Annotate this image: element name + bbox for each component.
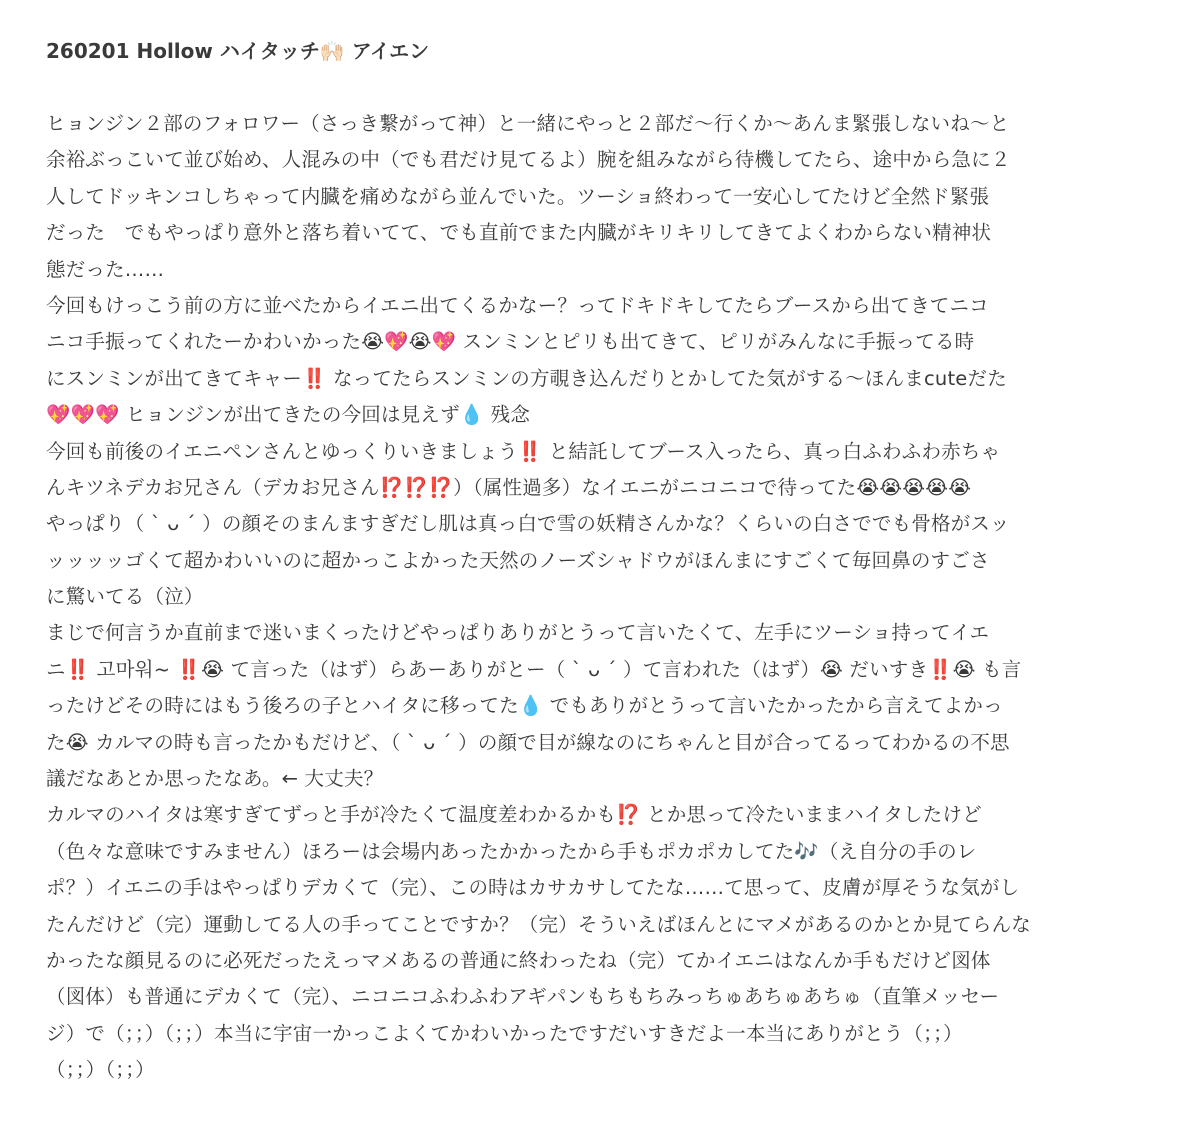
body-line: 態だった…… xyxy=(46,257,165,281)
body-line: ポ？）イエニの手はやっぱりデカくて（完）、この時はカサカサしてたな……て思って、皮膚が厚そうな気がし xyxy=(46,876,1020,900)
body-line: に驚いてる（泣） xyxy=(46,585,204,609)
document-body xyxy=(46,106,1156,1089)
body-line: ヒョンジン２部のフォロワー（さっき繋がって神）と一緒にやっと２部だ〜行くか〜あんま緊張しないね〜と xyxy=(46,112,1010,135)
body-line: ニコ手振ってくれたーかわいかった😭💖😭💖 スンミンとピリも出てきて、ピリがみんなに手振ってる時 xyxy=(46,330,975,354)
body-line: 人してドッキンコしちゃって内臓を痛めながら並んでいた。ツーショ終わって一安心してたけど全然ド緊張 xyxy=(46,184,990,208)
body-line: かったな顔見るのに必死だったえっマメあるの普通に終わったね（完）てかイエニはなんか手もだけど図体 xyxy=(46,948,991,972)
body-line: ニ‼️ 고마워~ ‼️😭 て言った（はず）らあーありがとー（ ˋ ᴗ ˊ ）て言われた（はず）😭 だいすき‼️😭 も言 xyxy=(46,657,1022,681)
body-line: だった でもやっぱり意外と落ち着いてて、でも直前でまた内臓がキリキリしてきてよくわからない精神状 xyxy=(46,221,992,245)
body-line: 💖💖💖 ヒョンジンが出てきたの今回は見えず💧 残念 xyxy=(46,403,531,427)
body-line: た😭 カルマの時も言ったかもだけど、（ ˋ ᴗ ˊ ）の顔で目が線なのにちゃんと目が合ってるってわかるの不思 xyxy=(46,730,1010,754)
body-line: やっぱり（ ˋ ᴗ ˊ ）の顔そのまんますぎだし肌は真っ白で雪の妖精さんかな？くらいの白さででも骨格がスッ xyxy=(46,512,1010,536)
body-line: 今回もけっこう前の方に並べたからイエニ出てくるかなー？ってドキドキしてたらブースから出てきてニコ xyxy=(46,293,989,317)
body-line: カルマのハイタは寒すぎてずっと手が冷たくて温度差わかるかも⁉️ とか思って冷たいままハイタしたけど xyxy=(46,803,982,827)
body-line: ったけどその時にはもう後ろの子とハイタに移ってた💧 でもありがとうって言いたかったから言えてよかっ xyxy=(46,694,1003,718)
body-line: んキツネデカお兄さん（デカお兄さん⁉️⁉️⁉️）（属性過多）なイエニがニコニコで待ってた😭😭😭😭😭 xyxy=(46,475,972,499)
body-line: ジ）で（；；）（；；）本当に宇宙一かっこよくてかわいかったですだいすきだよ一本当にありがとう（；；） xyxy=(46,1021,963,1045)
body-line: にスンミンが出てきてキャー‼️ なってたらスンミンの方覗き込んだりとかしてた気がする〜ほんまcuteだた xyxy=(46,366,1007,390)
document-title: 260201 Hollow ハイタッチ🙌🏻 アイエン xyxy=(46,39,430,63)
body-line: 今回も前後のイエニペンさんとゆっくりいきましょう‼️ と結託してブース入ったら、真っ白ふわふわ赤ちゃ xyxy=(46,439,1001,463)
body-line: （色々な意味ですみません）ほろーは会場内あったかかったから手もポカポカしてた🎶（え自分の手のレ xyxy=(46,839,977,863)
body-line: 余裕ぶっこいて並び始め、人混みの中（でも君だけ見てるよ）腕を組みながら待機してたら、途中から急に２ xyxy=(46,148,1011,172)
body-line: たんだけど（完）運動してる人の手ってことですか？（完）そういえばほんとにマメがあるのかとか見てらんな xyxy=(46,912,1032,936)
body-line: 議だなあとか思ったなあ。← 大丈夫？ xyxy=(46,767,384,791)
body-line: ッッッッゴくて超かわいいのに超かっこよかった天然のノーズシャドウがほんまにすごくて毎回鼻のすごさ xyxy=(46,548,990,572)
body-line: （；；）（；；） xyxy=(46,1058,155,1082)
body-line: まじで何言うか直前まで迷いまくったけどやっぱりありがとうって言いたくて、左手にツーショ持ってイエ xyxy=(46,621,990,645)
body-line: （図体）も普通にデカくて（完）、ニコニコふわふわアギパンもちもちみっちゅあちゅあちゅ（直筆メッセー xyxy=(46,985,1000,1009)
